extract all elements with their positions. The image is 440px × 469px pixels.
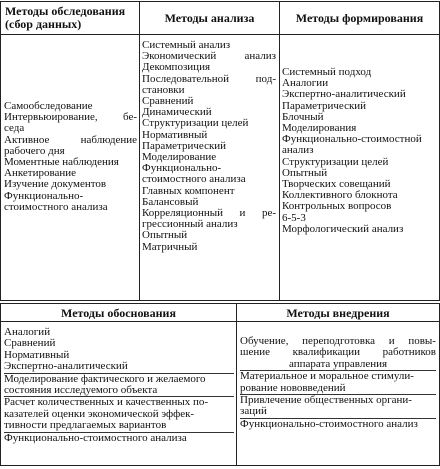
list-item: Аналогий bbox=[4, 327, 51, 338]
list-item: Сравнений bbox=[4, 338, 56, 350]
list-item: Блочный bbox=[282, 111, 324, 123]
list-item: Моментные наблюдения bbox=[4, 157, 119, 169]
implementation-methods-header: Методы внедрения bbox=[237, 304, 439, 322]
list-item: становки bbox=[142, 84, 185, 96]
list-item: Материальное и моральное стимули- bbox=[240, 370, 436, 382]
list-item: рабочего дня bbox=[4, 145, 65, 157]
list-item: Моделирование фактического и желаемого bbox=[4, 373, 234, 385]
list-item: Анкетирование bbox=[4, 168, 77, 180]
list-item: Морфологический анализ bbox=[282, 223, 404, 235]
list-item: Моделирование bbox=[142, 152, 217, 164]
list-item: Экономический анализ bbox=[142, 51, 276, 63]
list-item: казателей оценки экономической эффек- bbox=[4, 408, 195, 420]
list-item: состояния исследуемого объекта bbox=[4, 385, 158, 397]
list-item: Функционально-стоимостного анализ bbox=[240, 418, 436, 430]
list-item: Опытный bbox=[142, 230, 188, 242]
list-item: Коллективного блокнота bbox=[282, 190, 398, 202]
survey-methods-list bbox=[4, 101, 137, 213]
list-item: Нормативный bbox=[142, 129, 208, 141]
list-item: рование нововведений bbox=[240, 382, 346, 394]
list-item: Системный подход bbox=[282, 67, 372, 78]
list-item: 6-5-3 bbox=[282, 212, 306, 224]
list-item: заций bbox=[240, 406, 267, 418]
list-item: Функционально-стоимостного анализа bbox=[4, 432, 234, 444]
list-item: седа bbox=[4, 123, 25, 135]
list-item: Балансовый bbox=[142, 196, 199, 208]
analysis-methods-header: Методы анализа bbox=[140, 2, 279, 35]
list-item: Функционально-стоимостной bbox=[282, 134, 422, 146]
list-item: Нормативный bbox=[4, 349, 70, 361]
justification-methods-header: Методы обоснования bbox=[1, 304, 236, 322]
list-item: Самообследование bbox=[4, 101, 93, 112]
list-item: Моделирования bbox=[282, 123, 357, 135]
list-item: грессионный анализ bbox=[142, 219, 238, 231]
list-item: Творческих совещаний bbox=[282, 179, 391, 191]
list-item: Главных компонент bbox=[142, 185, 235, 197]
list-item: Экспертно-аналитический bbox=[282, 89, 406, 101]
list-item: Расчет количественных и качественных по- bbox=[4, 396, 234, 408]
list-item: Сравнений bbox=[142, 96, 194, 108]
list-item: шение квалификации работников bbox=[240, 347, 436, 359]
list-item: стоимостного анализа bbox=[142, 174, 246, 186]
list-item: Параметрический bbox=[142, 140, 227, 152]
list-item: Экспертно-аналитический bbox=[4, 361, 128, 373]
list-item: Аналогии bbox=[282, 78, 329, 90]
formation-methods-header: Методы формирования bbox=[280, 2, 439, 35]
list-item: Функционально- bbox=[4, 190, 84, 202]
list-item: Интервьюирование, бе- bbox=[4, 112, 137, 124]
list-item: Опытный bbox=[282, 167, 328, 179]
list-item: анализ bbox=[282, 145, 314, 157]
list-item: Матричный bbox=[142, 241, 198, 253]
list-item: Обучение, переподготовка и повы- bbox=[240, 336, 436, 347]
list-item: тивности предлагаемых вариантов bbox=[4, 420, 167, 432]
list-item: Последовательной под- bbox=[142, 73, 276, 85]
list-item: Структуризации целей bbox=[282, 156, 389, 168]
list-item: стоимостного анализа bbox=[4, 201, 108, 213]
list-item: Декомпозиция bbox=[142, 62, 211, 74]
list-item: Динамический bbox=[142, 107, 212, 119]
list-item: Структуризации целей bbox=[142, 118, 249, 130]
list-item: Активное наблюдение bbox=[4, 134, 137, 146]
list-item: Параметрический bbox=[282, 100, 367, 112]
list-item: Функционально- bbox=[142, 163, 222, 175]
list-item: Контрольных вопросов bbox=[282, 201, 392, 213]
implementation-methods-list bbox=[240, 336, 436, 430]
list-item: Системный анализ bbox=[142, 40, 231, 51]
list-item: аппарата управления bbox=[288, 358, 388, 370]
analysis-methods-list bbox=[142, 40, 276, 253]
formation-methods-list bbox=[282, 67, 437, 235]
list-item: Корреляционный и ре- bbox=[142, 208, 276, 220]
list-item: Изучение документов bbox=[4, 179, 107, 191]
justification-methods-list bbox=[4, 327, 234, 444]
survey-methods-header: Методы обследования (сбор данных) bbox=[1, 2, 139, 35]
list-item: Привлечение общественных органи- bbox=[240, 394, 436, 406]
